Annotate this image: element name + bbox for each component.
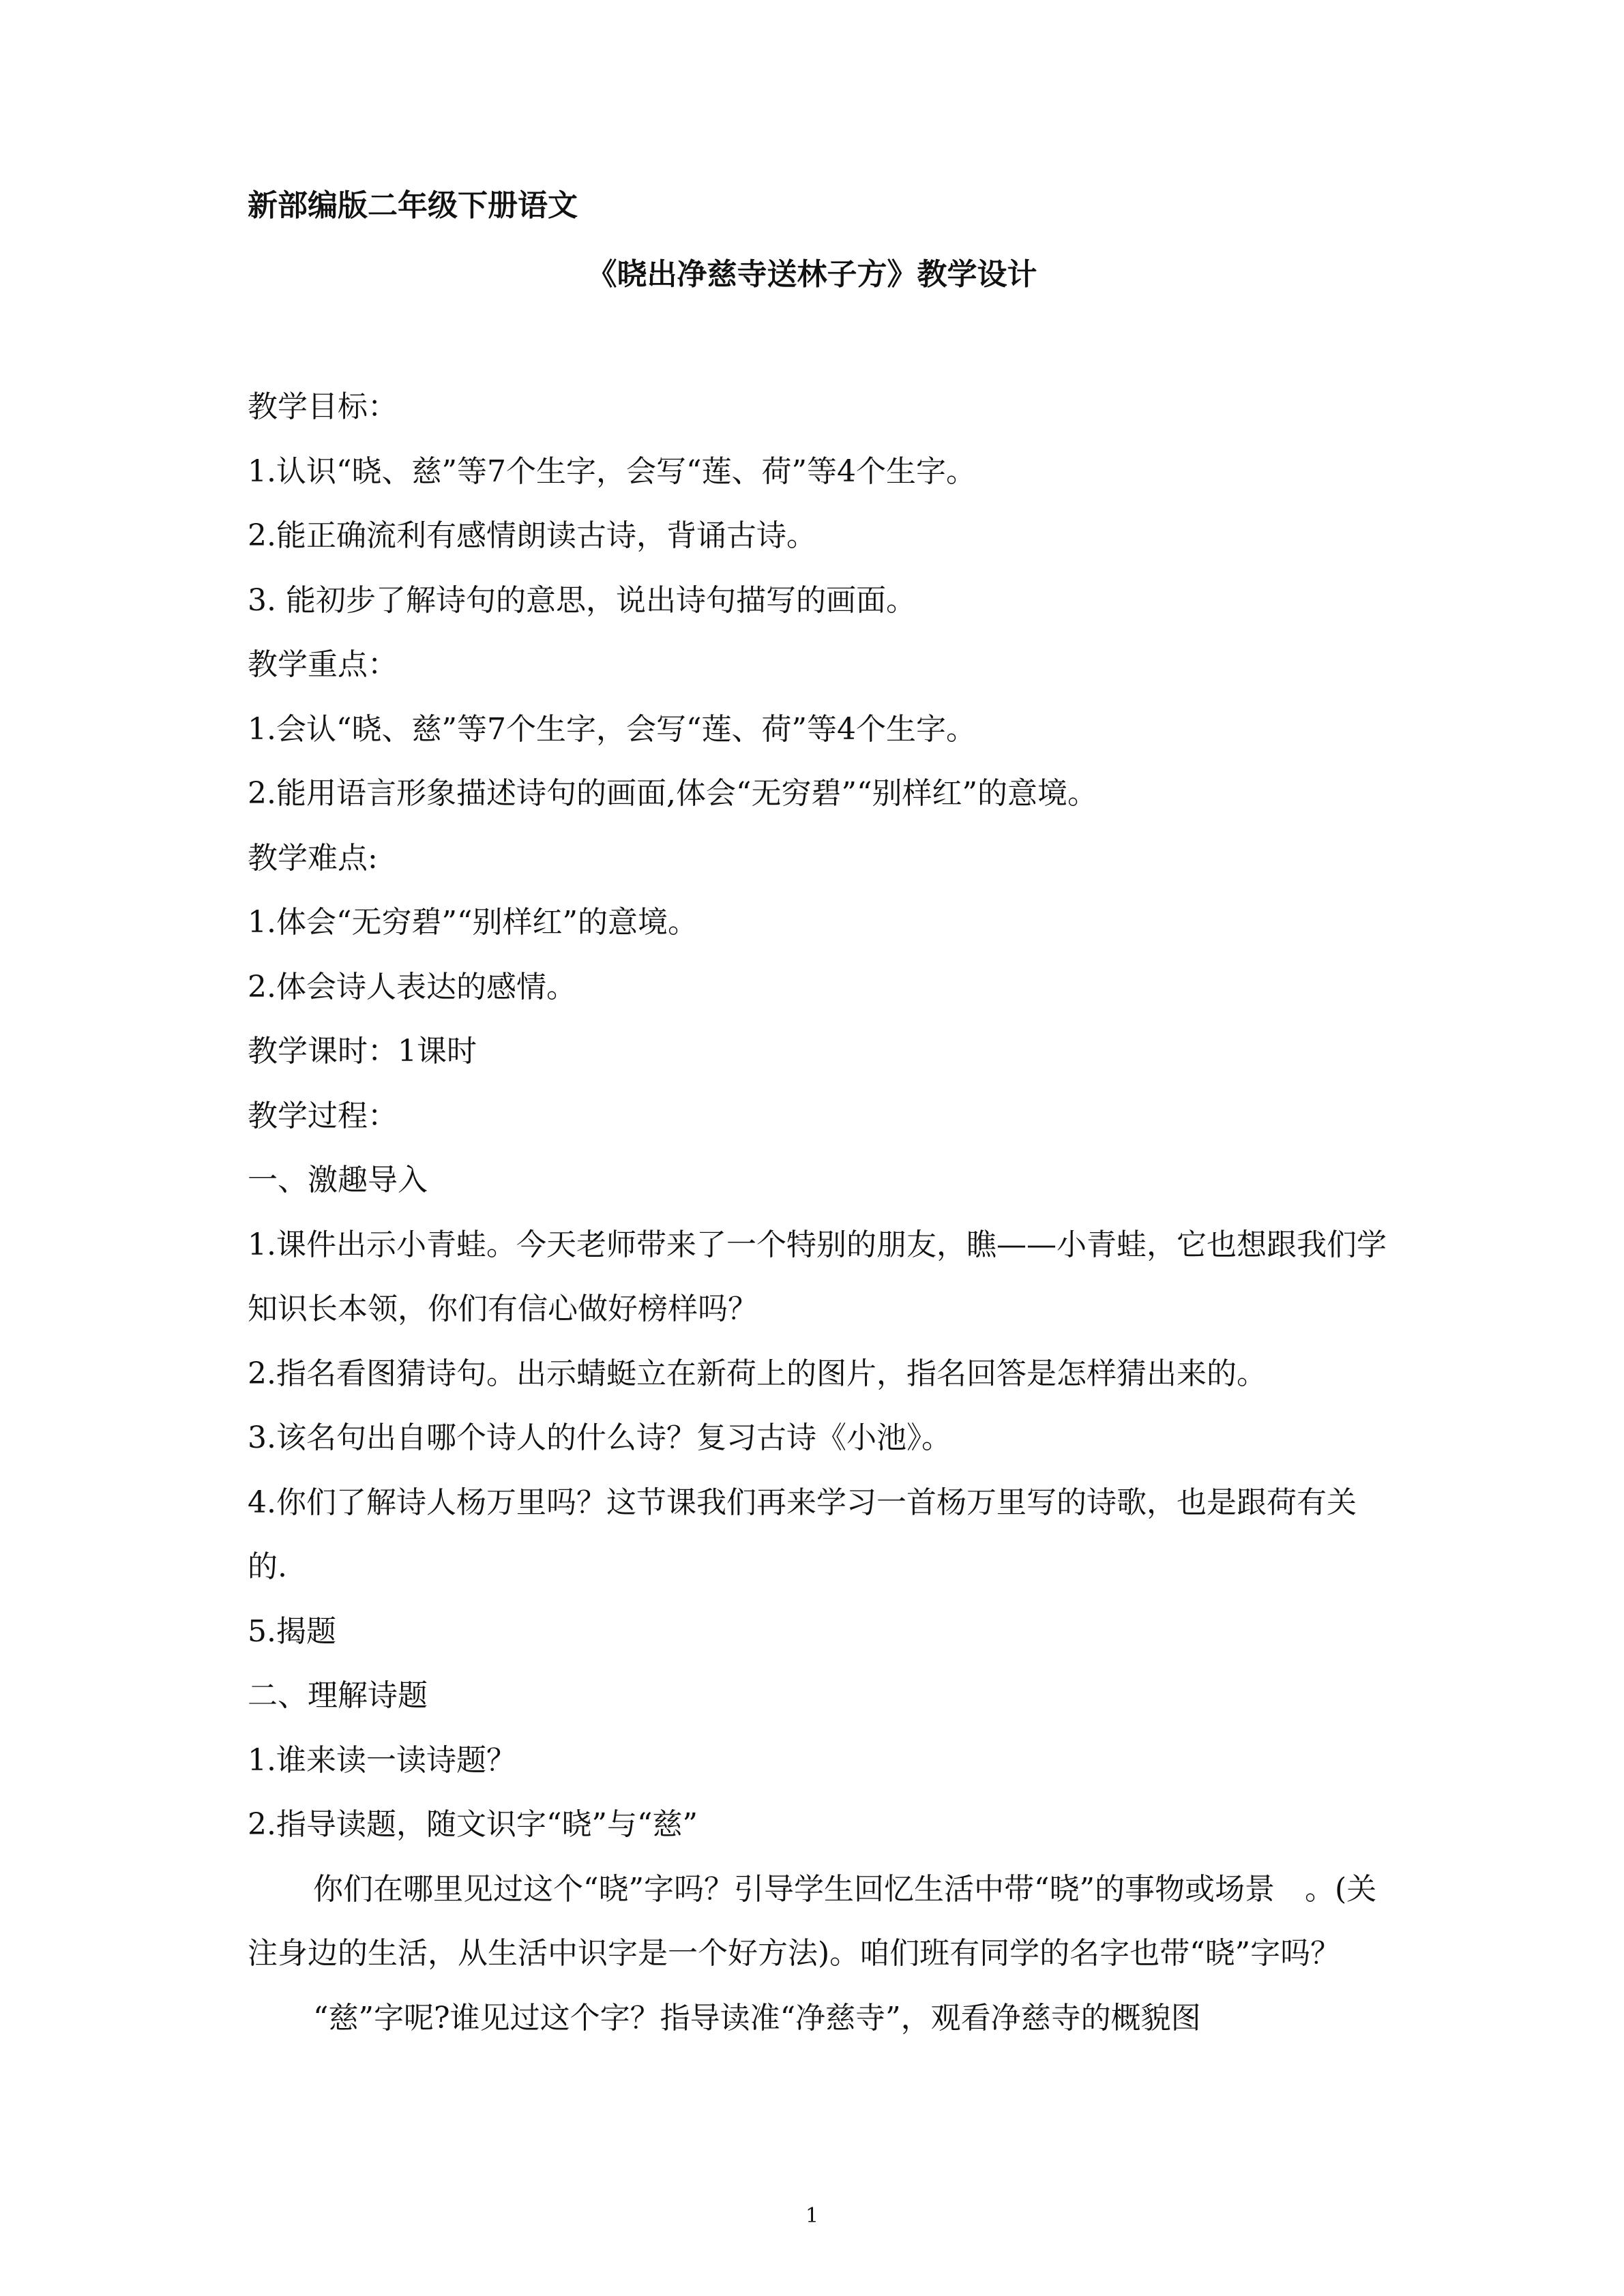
text-line: 教学过程： [248,1098,398,1133]
text-line: 2.指导读题，随文识字“晓”与“慈” [248,1807,698,1842]
text-line: 2.体会诗人表达的感情。 [248,969,576,1004]
text-line: 2.能正确流利有感情朗读古诗，背诵古诗。 [248,518,816,553]
text-line: 教学重点： [248,647,398,682]
text-line: 5.揭题 [248,1613,336,1649]
text-line: 教学难点: [248,840,378,876]
page-number: 1 [805,2204,819,2228]
text-line: 1.会认“晓、慈”等7个生字，会写“莲、荷”等4个生字。 [248,711,976,747]
text-line: 1.谁来读一读诗题？ [248,1742,516,1778]
text-line: 1.体会“无穷碧”“别样红”的意境。 [248,905,698,940]
text-line: 2.指名看图猜诗句。出示蜻蜓立在新荷上的图片，指名回答是怎样猜出来的。 [248,1356,1267,1391]
text-line: 3. 能初步了解诗句的意思，说出诗句描写的画面。 [248,582,916,618]
text-line: 2.能用语言形象描述诗句的画面,体会“无穷碧”“别样红”的意境。 [248,776,1097,811]
text-line: 3.该名句出自哪个诗人的什么诗？复习古诗《小池》。 [248,1420,951,1455]
paragraph: 你们在哪里见过这个“晓”字吗？引导学生回忆生活中带“晓”的事物或场景 。(关注身边的生活，从生活中识字是一个好方法)。咱们班有同学的名字也带“晓”字吗？ [248,1871,1377,1971]
section-heading: 一、激趣导入 [248,1163,428,1197]
document-title: 《晓出净慈寺送林子方》教学设计 [587,257,1037,292]
document-body [248,375,1393,2051]
paragraph: “慈”字呢?谁见过这个字？指导读准“净慈寺”，观看净慈寺的概貌图 [313,2000,1201,2036]
paragraph: 4.你们了解诗人杨万里吗？这节课我们再来学习一首杨万里写的诗歌，也是跟荷有关的. [248,1485,1357,1584]
text-line: 1.认识“晓、慈”等7个生字，会写“莲、荷”等4个生字。 [248,453,976,489]
paragraph: 1.课件出示小青蛙。今天老师带来了一个特别的朋友，瞧——小青蛙，它也想跟我们学知识长本领，你们有信心做好榜样吗？ [248,1227,1387,1326]
text-line: 教学课时：1课时 [248,1034,477,1069]
section-heading: 二、理解诗题 [248,1678,428,1713]
text-line: 教学目标： [248,389,398,424]
document-subject-label: 新部编版二年级下册语文 [248,188,578,223]
